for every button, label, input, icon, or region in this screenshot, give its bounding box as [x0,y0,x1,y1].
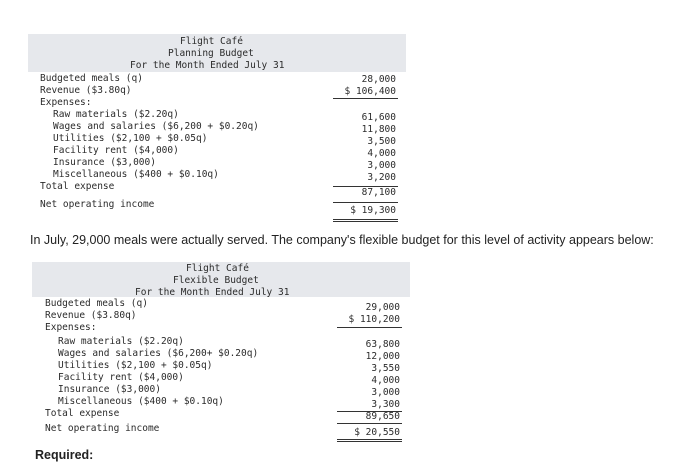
planning-value-meals: 28,000 [361,74,396,85]
flexible-value-meals: 29,000 [365,302,400,313]
flexible-value-total: 89,650 [365,411,400,422]
flexible-value-noi: $ 20,550 [354,427,400,438]
planning-label-raw: Raw materials ($2.20q) [53,109,179,120]
planning-value-misc: 3,200 [367,172,396,183]
flexible-value-wages: 12,000 [365,351,400,362]
flexible-label-utilities: Utilities ($2,100 + $0.05q) [58,360,213,371]
flexible-label-insurance: Insurance ($3,000) [58,384,161,395]
flexible-label-expenses: Expenses: [45,322,97,333]
planning-value-wages: 11,800 [361,124,396,135]
flexible-value-utilities: 3,550 [371,363,400,374]
planning-label-misc: Miscellaneous ($400 + $0.10q) [53,169,219,180]
flexible-label-raw: Raw materials ($2.20q) [58,336,184,347]
flexible-value-misc: 3,300 [371,399,400,410]
planning-value-insurance: 3,000 [367,160,396,171]
planning-label-total: Total expense [40,181,115,192]
flexible-label-misc: Miscellaneous ($400 + $0.10q) [58,396,224,407]
flexible-label-meals: Budgeted meals (q) [45,298,148,309]
flexible-value-revenue: $ 110,200 [348,314,400,325]
flexible-label-total: Total expense [45,408,120,419]
flexible-label-rent: Facility rent ($4,000) [58,372,184,383]
flexible-label-noi: Net operating income [45,423,160,434]
planning-noi-underline-1 [333,219,398,220]
planning-label-rent: Facility rent ($4,000) [53,145,179,156]
flexible-value-raw: 63,800 [365,339,400,350]
planning-value-noi: $ 19,300 [350,205,396,216]
flexible-noi-underline-1 [337,439,402,440]
flexible-title: Flexible Budget [173,275,259,286]
flexible-revenue-underline [337,327,402,328]
required-label: Required: [35,448,94,462]
planning-period: For the Month Ended July 31 [130,60,285,71]
planning-label-utilities: Utilities ($2,100 + $0.05q) [53,133,208,144]
flexible-label-revenue: Revenue ($3.80q) [45,310,137,321]
planning-revenue-underline [333,98,398,99]
planning-label-meals: Budgeted meals (q) [40,73,143,84]
planning-value-raw: 61,600 [361,112,396,123]
intro-text: In July, 29,000 meals were actually served. The company's flexible budget for this level of activity appears below: [30,233,654,247]
planning-label-insurance: Insurance ($3,000) [53,157,156,168]
planning-value-total: 87,100 [361,187,396,198]
planning-label-expenses: Expenses: [40,97,92,108]
planning-label-wages: Wages and salaries ($6,200 + $0.20q) [53,121,259,132]
flexible-total-underline [337,423,402,424]
flexible-label-wages: Wages and salaries ($6,200+ $0.20q) [58,348,259,359]
planning-value-revenue: $ 106,400 [344,86,396,97]
planning-company: Flight Café [180,36,243,47]
flexible-noi-underline-2 [337,441,402,442]
flexible-value-rent: 4,000 [371,375,400,386]
flexible-value-insurance: 3,000 [371,387,400,398]
flexible-company: Flight Café [186,263,249,274]
planning-label-noi: Net operating income [40,199,155,210]
flexible-period: For the Month Ended July 31 [135,287,290,298]
planning-label-revenue: Revenue ($3.80q) [40,85,132,96]
planning-value-rent: 4,000 [367,148,396,159]
planning-noi-underline-2 [333,221,398,222]
planning-total-underline [333,202,398,203]
planning-value-utilities: 3,500 [367,136,396,147]
planning-title: Planning Budget [168,48,254,59]
